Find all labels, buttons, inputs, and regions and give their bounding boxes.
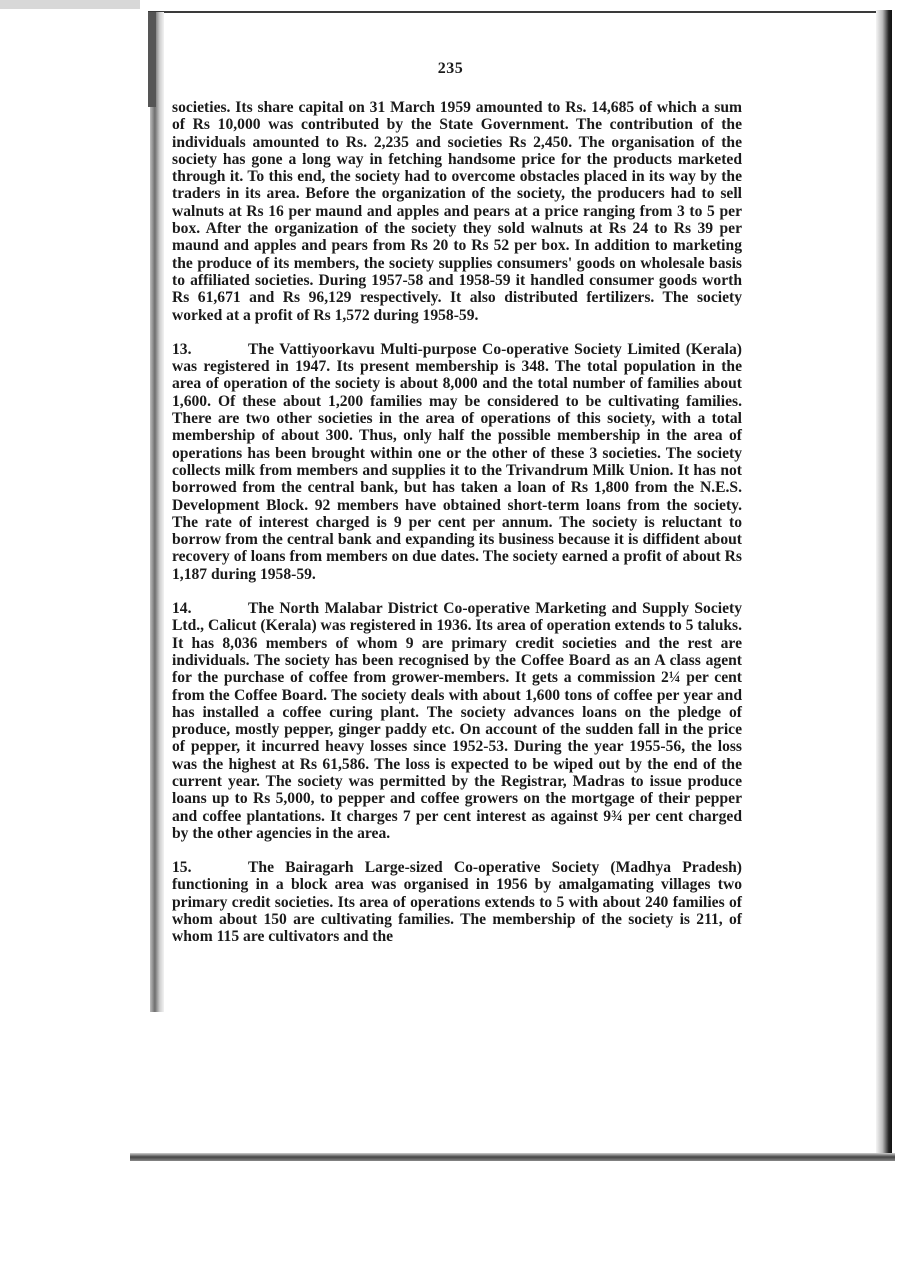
scan-top-rule xyxy=(148,11,892,13)
scan-margin-below xyxy=(0,1161,901,1273)
paragraph-14 xyxy=(172,600,742,842)
scan-top-edge xyxy=(0,0,140,9)
body-text xyxy=(172,99,742,946)
page-number: 235 xyxy=(437,60,464,77)
paragraph-text: societies. Its share capital on 31 March 1959 amounted to Rs. 14,685 of which a sum of Rs 10,000 was contributed by the State Government. The contribution of the individuals amounted to Rs. 2,235 and societies Rs 2,450. The organisation of the society has gone a long way in fetching handsome price for the products marketed through it. To this end, the society had to overcome obstacles placed in its way by the traders in its area. Before the organization of the society, the producers had to sell walnuts at Rs 16 per maund and apples and pears at a price ranging from 3 to 5 per box. After the organization of the society they sold walnuts at Rs 24 to Rs 39 per maund and apples and pears from Rs 20 to Rs 52 per box. In addition to marketing the produce of its members, the society supplies consumers' goods on wholesale basis to affiliated societies. During 1957-58 and 1958-59 it handled consumer goods worth Rs 61,671 and Rs 96,129 respectively. It also distributed fertilizers. The society worked at a profit of Rs 1,572 during 1958-59. xyxy=(172,99,742,324)
paragraph-continued xyxy=(172,99,742,324)
paragraph-number: 14. xyxy=(172,600,192,618)
scan-right-edge-shadow xyxy=(876,10,892,1165)
paragraph-number: 15. xyxy=(172,859,192,877)
paragraph-text: The Vattiyoorkavu Multi-purpose Co-operative Society Limited (Kerala) was registered in 1947. Its present membership is 348. The total population in the area of operation of the society is about 8,000 and the total number of families about 1,600. Of these about 1,200 families may be considered to be cultivating families. There are two other societies in the area of operations of this society, with a total membership of about 300. Thus, only half the possible membership in the area of operations has been brought within one or the other of these 3 societies. The society collects milk from members and supplies it to the Trivandrum Milk Union. It has not borrowed from the central bank, but has taken a loan of Rs 1,800 from the N.E.S. Development Block. 92 members have obtained short-term loans from the society. The rate of interest charged is 9 per cent per annum. The society is reluctant to borrow from the central bank and expanding its business because it is diffident about recovery of loans from members on due dates. The society earned a profit of about Rs 1,187 during 1958-59. xyxy=(172,340,742,583)
paragraph-text: The North Malabar District Co-operative Marketing and Supply Society Ltd., Calicut (Kerala) was registered in 1936. Its area of operation extends to 5 taluks. It has 8,036 members of whom 9 are primary credit societies and the rest are individuals. The society has been recognised by the Coffee Board as an A class agent for the purchase of coffee from grower-members. It gets a commission 2¼ per cent from the Coffee Board. The society deals with about 1,600 tons of coffee per year and has installed a coffee curing plant. The society advances loans on the pledge of produce, mostly pepper, ginger paddy etc. On account of the sudden fall in the price of pepper, it incurred heavy losses since 1952-53. During the year 1955-56, the loss was the highest at Rs 61,586. The loss is expected to be wiped out by the end of the current year. The society was permitted by the Registrar, Madras to issue produce loans up to Rs 5,000, to pepper and coffee growers on the mortgage of their pepper and coffee plantations. It charges 7 per cent interest as against 9¾ per cent charged by the other agencies in the area. xyxy=(172,600,743,842)
paragraph-15 xyxy=(172,859,742,945)
scan-bottom-edge xyxy=(130,1153,895,1161)
scan-left-binding-shadow xyxy=(150,12,164,1012)
paragraph-number: 13. xyxy=(172,340,192,358)
paragraph-13 xyxy=(172,341,742,583)
paragraph-text: The Bairagarh Large-sized Co-operative Society (Madhya Pradesh) functioning in a block area was organised in 1956 by amalgamating villages two primary credit societies. Its area of operations extends to 5 with about 240 families of whom about 150 are cultivating families. The membership of the society is 211, of whom 115 are cultivators and the xyxy=(172,859,742,946)
